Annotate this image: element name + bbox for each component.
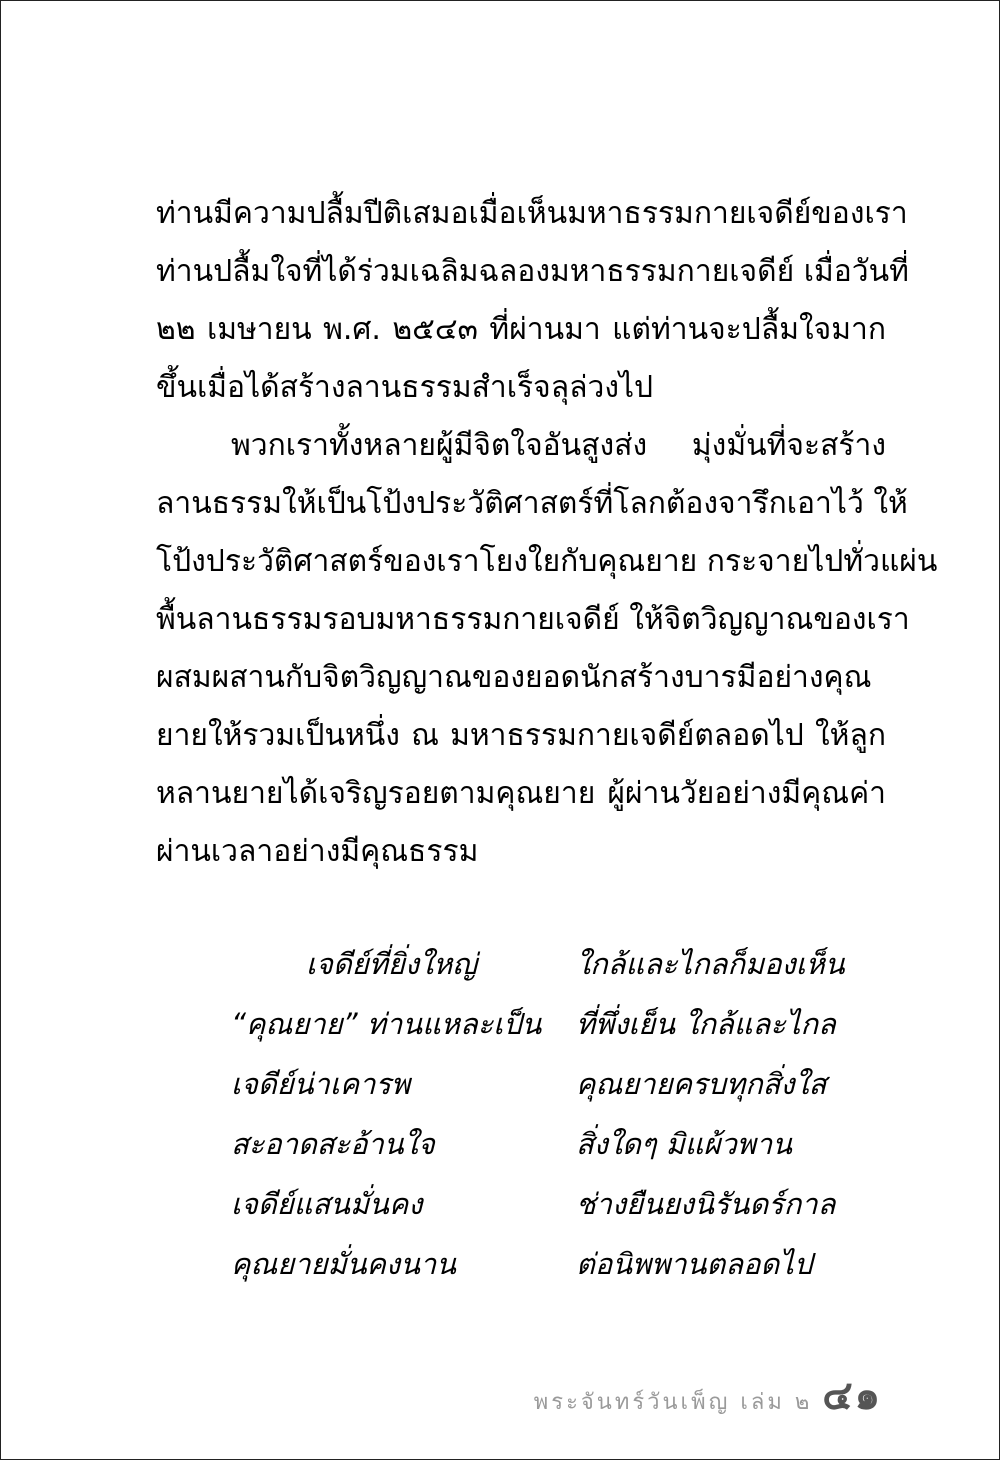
prose-line: ท่านมีความปลื้มปีติเสมอเมื่อเห็นมหาธรรมกายเจดีย์ของเรา [156,196,908,231]
poem-right-verse: ช่างยืนยงนิรันดร์กาล [576,1187,836,1221]
poem-left-verse: เจดีย์แสนมั่นคง [231,1187,423,1221]
prose-line: ผสมผสานกับจิตวิญญาณของยอดนักสร้างบารมีอย่างคุณ [156,660,872,695]
prose-line: หลานยายได้เจริญรอยตามคุณยาย ผู้ผ่านวัยอย่างมีคุณค่า [156,776,886,811]
prose-line: ขึ้นเมื่อได้สร้างลานธรรมสำเร็จลุล่วงไป [156,370,654,405]
prose-line: พื้นลานธรรมรอบมหาธรรมกายเจดีย์ ให้จิตวิญญาณของเรา [156,602,910,637]
poem-right-verse: สิ่งใดๆ มิแผ้วพาน [576,1127,792,1161]
page-footer [534,1363,882,1427]
prose-line: โป้งประวัติศาสตร์ของเราโยงใยกับคุณยาย กระจายไปทั่วแผ่น [156,544,938,579]
prose-line: ผ่านเวลาอย่างมีคุณธรรม [156,834,479,869]
prose-line: ยายให้รวมเป็นหนึ่ง ณ มหาธรรมกายเจดีย์ตลอดไป ให้ลูก [156,718,886,753]
poem-right-verse: ต่อนิพพานตลอดไป [576,1247,813,1281]
poem-left-verse: เจดีย์ที่ยิ่งใหญ่ [306,947,477,981]
running-title: พระจันทร์วันเพ็ญ เล่ม ๒ [533,1390,813,1415]
poem-right-verse: คุณยายครบทุกสิ่งใส [576,1067,827,1101]
poem-left-verse: สะอาดสะอ้านใจ [231,1127,435,1161]
poem-left-verse: “คุณยาย” ท่านแหละเป็น [231,1007,542,1041]
poem-right-verse: ใกล้และไกลก็มองเห็น [576,947,845,981]
prose-line: ๒๒ เมษายน พ.ศ. ๒๕๔๓ ที่ผ่านมา แต่ท่านจะปลื้มใจมาก [156,312,886,347]
poem-right-verse: ที่พึ่งเย็น ใกล้และไกล [576,1007,836,1041]
poem-left-verse: เจดีย์น่าเคารพ [231,1067,411,1101]
page-number: ๔๑ [822,1372,882,1419]
prose-line: ท่านปลื้มใจที่ได้ร่วมเฉลิมฉลองมหาธรรมกายเจดีย์ เมื่อวันที่ [156,254,909,289]
poem-left-verse: คุณยายมั่นคงนาน [231,1247,457,1281]
prose-line: ลานธรรมให้เป็นโป้งประวัติศาสตร์ที่โลกต้องจารึกเอาไว้ ให้ [156,486,908,521]
prose-line-indented: พวกเราทั้งหลายผู้มีจิตใจอันสูงส่ง มุ่งมั่นที่จะสร้าง [231,428,886,463]
